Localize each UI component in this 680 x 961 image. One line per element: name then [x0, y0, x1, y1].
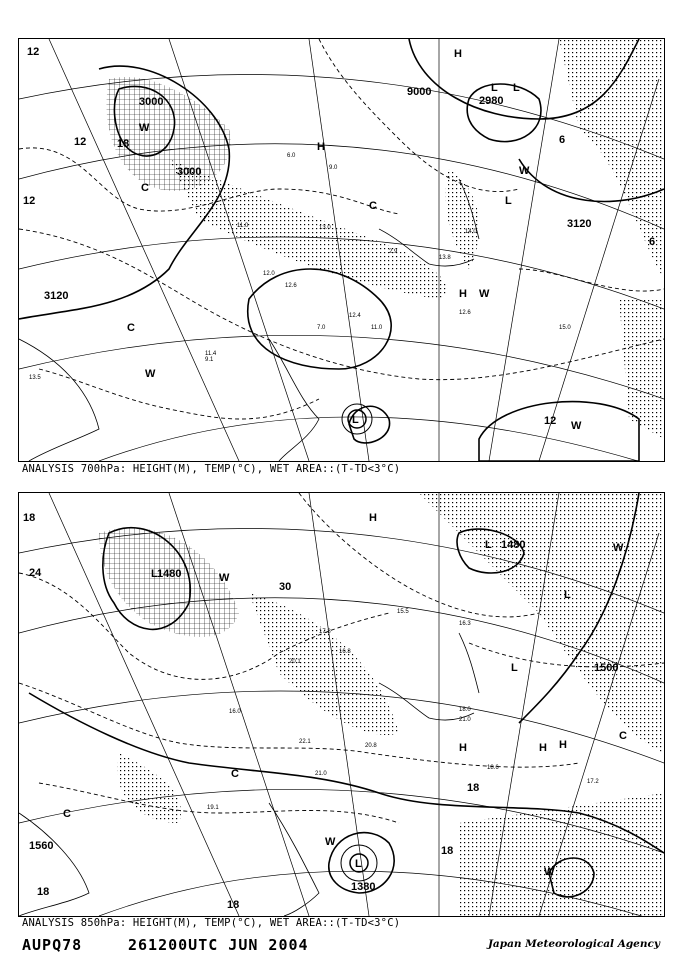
station-value: 18.0	[459, 707, 471, 713]
temp-label: 12	[27, 46, 40, 58]
station-value: 20.8	[365, 743, 377, 749]
caption-700hpa: ANALYSIS 700hPa: HEIGHT(M), TEMP(°C), WET AREA::(T-TD<3°C)	[22, 463, 401, 475]
pressure-symbol: H	[539, 742, 547, 754]
station-value: 11.0	[237, 223, 249, 229]
map-850hpa	[18, 492, 665, 917]
station-value: 19.1	[207, 805, 219, 811]
station-value: 13.0	[319, 225, 331, 231]
temp-label: 18	[23, 512, 36, 524]
station-value: 11.0	[371, 325, 383, 331]
pressure-symbol: W	[544, 866, 555, 878]
pressure-symbol: W	[139, 122, 150, 134]
pressure-symbol: W	[613, 542, 624, 554]
temp-label: 6	[559, 134, 566, 146]
pressure-symbol: C	[127, 322, 135, 334]
station-value: 22.1	[299, 739, 311, 745]
station-value: 21.0	[315, 771, 327, 777]
coastlines	[19, 633, 479, 916]
pressure-symbol: L	[485, 539, 492, 551]
height-label: 3120	[567, 218, 592, 230]
pressure-symbol: W	[325, 836, 336, 848]
pressure-symbol: C	[619, 730, 627, 742]
height-label: 1480	[501, 539, 526, 551]
temp-label: 30	[279, 581, 292, 593]
pressure-symbol: W	[519, 165, 530, 177]
station-observations	[207, 609, 599, 811]
station-value: 12.6	[285, 283, 297, 289]
wet-area-shading	[99, 493, 664, 916]
station-value: 6.0	[287, 153, 296, 159]
chart-850hpa-svg	[19, 493, 664, 916]
station-value: 12.4	[349, 313, 361, 319]
pressure-symbol: W	[571, 420, 582, 432]
analysis-time: 261200UTC JUN 2004	[128, 936, 309, 954]
pressure-symbol: H	[369, 512, 377, 524]
bulletin-code: AUPQ78	[22, 936, 83, 954]
station-value: 21.0	[459, 717, 471, 723]
station-value: 16.3	[459, 621, 471, 627]
pressure-symbol: H	[317, 141, 325, 153]
pressure-symbol: W	[219, 572, 230, 584]
station-value: 9.0	[329, 165, 338, 171]
caption-850hpa: ANALYSIS 850hPa: HEIGHT(M), TEMP(°C), WET AREA::(T-TD<3°C)	[22, 917, 401, 929]
height-label: 3120	[44, 290, 69, 302]
temp-label: 12	[23, 195, 36, 207]
station-value: 14.0	[465, 229, 477, 235]
temp-label: 12	[544, 415, 557, 427]
station-value: 12.6	[459, 310, 471, 316]
temp-label: 18	[117, 138, 130, 150]
station-value: 20.1	[289, 659, 301, 665]
station-value: 7.0	[317, 325, 326, 331]
chart-700hpa-svg	[19, 39, 664, 461]
station-value: 17.8	[319, 629, 331, 635]
pressure-symbol: L	[352, 414, 359, 426]
pressure-symbol: L	[491, 82, 498, 94]
pressure-symbol: H	[459, 742, 467, 754]
station-value: 15.5	[397, 609, 409, 615]
pressure-symbol: W	[145, 368, 156, 380]
pressure-symbol: L	[505, 195, 512, 207]
station-value: 9.1	[205, 357, 214, 363]
station-value: 18.6	[487, 765, 499, 771]
station-value: 16.0	[229, 709, 241, 715]
pressure-symbol: L	[151, 568, 158, 580]
height-label: 1480	[157, 568, 182, 580]
height-label: 3000	[139, 96, 164, 108]
station-observations	[29, 153, 571, 381]
pressure-symbol: H	[559, 739, 567, 751]
pressure-symbol: W	[479, 288, 490, 300]
station-value: 16.8	[339, 649, 351, 655]
station-value: 15.0	[559, 325, 571, 331]
temp-label: 6	[649, 236, 656, 248]
temp-label: 18	[467, 782, 480, 794]
pressure-symbol: C	[63, 808, 71, 820]
height-label: 1500	[594, 662, 619, 674]
height-label: 9000	[407, 86, 432, 98]
pressure-symbol: L	[511, 662, 518, 674]
pressure-symbol: L	[355, 858, 362, 870]
height-label: 1380	[351, 881, 376, 893]
station-value: 17.2	[587, 779, 599, 785]
station-value: 13.5	[29, 375, 41, 381]
station-value: 11.4	[205, 351, 217, 357]
pressure-symbol: C	[231, 768, 239, 780]
pressure-symbol: L	[513, 82, 520, 94]
pressure-symbol: H	[454, 48, 462, 60]
station-value: 13.8	[439, 255, 451, 261]
temp-label: 24	[29, 567, 42, 579]
station-value: 12.0	[263, 271, 275, 277]
pressure-symbol: C	[369, 200, 377, 212]
pressure-symbol: L	[564, 589, 571, 601]
temp-label: 18	[37, 886, 50, 898]
height-label: 3000	[177, 166, 202, 178]
temp-label: 18	[227, 899, 240, 911]
wet-area-shading	[106, 39, 664, 439]
height-label: 2980	[479, 95, 504, 107]
temp-label: 12	[74, 136, 87, 148]
height-label: 1560	[29, 840, 54, 852]
temp-label: 18	[441, 845, 454, 857]
agency-credit: Japan Meteorological Agency	[487, 938, 660, 950]
station-value: 2.9	[389, 249, 398, 255]
pressure-symbol: H	[459, 288, 467, 300]
pressure-symbol: C	[141, 182, 149, 194]
map-700hpa	[18, 38, 665, 462]
